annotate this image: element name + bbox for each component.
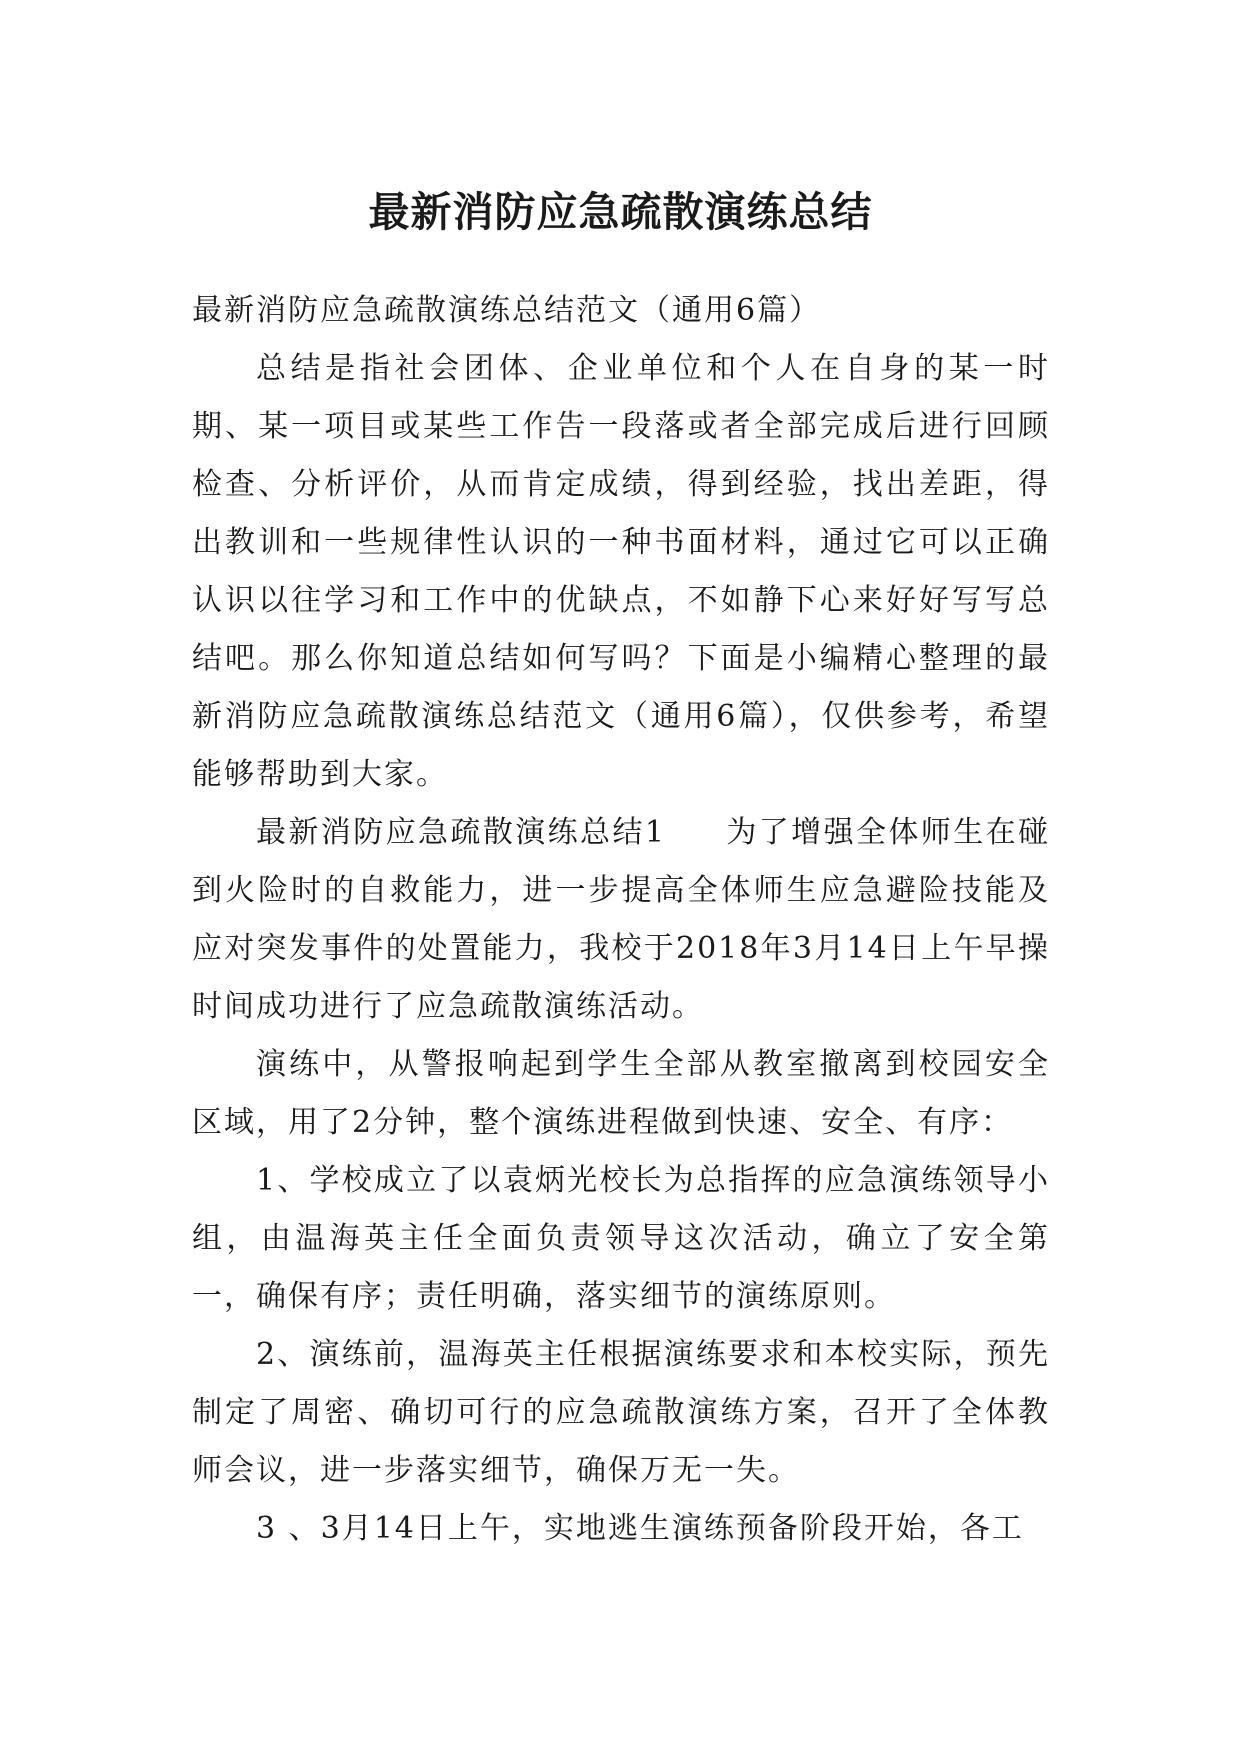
document-title: 最新消防应急疏散演练总结: [368, 188, 873, 237]
intro-paragraph: 总结是指社会团体、企业单位和个人在自身的某一时期、某一项目或某些工作告一段落或者全部完成后进行回顾检查、分析评价，从而肯定成绩，得到经验，找出差距，得出教训和一些规律性认识的一种书面材料，通过它可以正确认识以往学习和工作中的优缺点，不如静下心来好好写写总结吧。那么你知道总结如何写吗？下面是小编精心整理的最新消防应急疏散演练总结范文（通用6篇），仅供参考，希望能够帮助到大家。: [192, 351, 1050, 792]
section1-lead: 为了增强全体师生在碰到火险时的自救能力，进一步提高全体师生应急避险技能及应对突发事件的处置能力，我校于2018年3月14日上午早操时间成功进行了应急疏散演练活动。: [192, 815, 1051, 1024]
drill-paragraph: 演练中，从警报响起到学生全部从教室撤离到校园安全区域，用了2分钟，整个演练进程做到快速、安全、有序：: [192, 1047, 1050, 1140]
document-body: [192, 282, 1050, 1558]
list-item-1: 1、学校成立了以袁炳光校长为总指挥的应急演练领导小组，由温海英主任全面负责领导这次活动，确立了安全第一，确保有序；责任明确，落实细节的演练原则。: [192, 1163, 1050, 1314]
section1-paragraph: [192, 804, 1050, 1036]
list-item-2: 2、演练前，温海英主任根据演练要求和本校实际，预先制定了周密、确切可行的应急疏散演练方案，召开了全体教师会议，进一步落实细节，确保万无一失。: [192, 1337, 1050, 1488]
section1-heading: 最新消防应急疏散演练总结1: [256, 815, 666, 850]
document-subtitle: 最新消防应急疏散演练总结范文（通用6篇）: [192, 293, 822, 328]
list-item-3: 3 、3月14日上午，实地逃生演练预备阶段开始，各工: [256, 1511, 1024, 1546]
